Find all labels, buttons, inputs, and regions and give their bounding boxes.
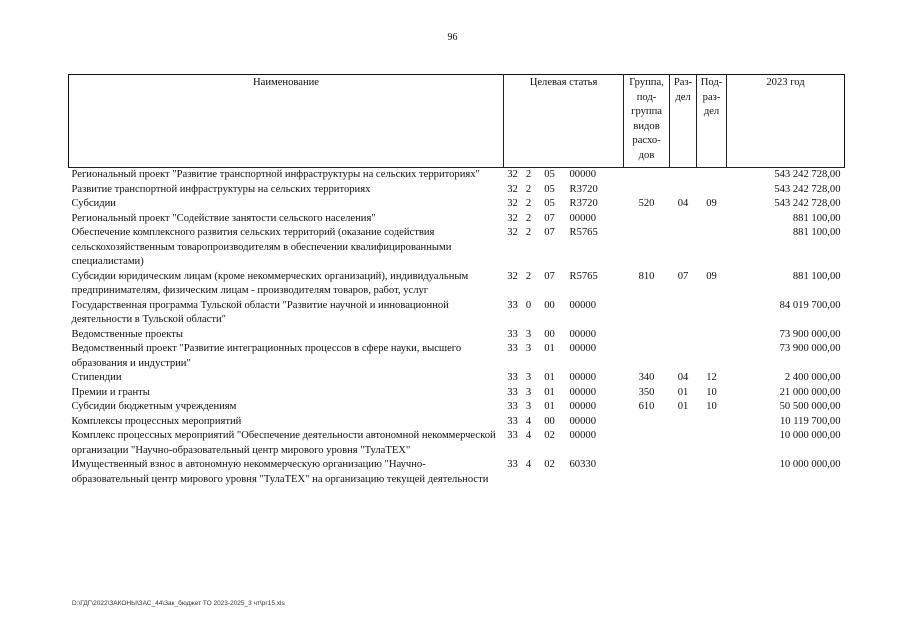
row-name: Региональный проект "Содействие занятости сельского населения" xyxy=(71,212,376,224)
target-program-code: 33 xyxy=(507,299,518,311)
header-name: Наименование xyxy=(69,75,504,168)
table-row xyxy=(69,458,845,487)
amount-2023: 881 100,00 xyxy=(792,270,841,282)
row-name: Имущественный взнос в автономную некоммерческую организацию "Научно-образовательный центр мирового уровня "ТулаТЕХ" на организацию текущей деятельности xyxy=(71,459,489,485)
amount-2023: 73 900 000,00 xyxy=(779,328,841,340)
target-direction-code: 00000 xyxy=(569,415,596,427)
amount-2023: 21 000 000,00 xyxy=(779,386,841,398)
section-code xyxy=(670,183,697,198)
table-row xyxy=(69,226,845,270)
expense-group-code xyxy=(624,328,670,343)
target-subprogram-code: 2 xyxy=(525,198,532,209)
expense-group-code: 610 xyxy=(638,401,655,412)
section-code xyxy=(670,212,697,227)
expense-group-code xyxy=(624,429,670,458)
table-row xyxy=(69,197,845,212)
amount-2023: 84 019 700,00 xyxy=(779,299,841,311)
row-name: Развитие транспортной инфраструктуры на сельских территориях xyxy=(71,183,371,195)
expense-group-code: 350 xyxy=(638,386,655,398)
table-row xyxy=(69,299,845,328)
subsection-code xyxy=(697,328,727,343)
target-subprogram-code: 2 xyxy=(525,270,532,282)
target-main-event-code: 02 xyxy=(544,430,555,441)
subsection-code: 09 xyxy=(706,198,717,209)
expense-group-code: 340 xyxy=(638,372,655,383)
expense-group-code xyxy=(624,299,670,328)
table-row xyxy=(69,386,845,401)
expense-group-code xyxy=(624,342,670,371)
subsection-code xyxy=(697,168,727,183)
header-target-article: Целевая статья xyxy=(504,75,624,168)
target-main-event-code: 01 xyxy=(544,386,555,398)
table-row xyxy=(69,270,845,299)
subsection-code xyxy=(697,342,727,371)
target-subprogram-code: 3 xyxy=(525,343,532,354)
amount-2023: 881 100,00 xyxy=(792,227,841,238)
budget-table xyxy=(68,74,845,487)
target-main-event-code: 01 xyxy=(544,372,555,383)
target-program-code: 32 xyxy=(507,270,518,282)
expense-group-code xyxy=(624,168,670,183)
header-expense-group-line: группа xyxy=(631,106,662,117)
section-code: 04 xyxy=(677,198,689,209)
header-subsection xyxy=(697,75,727,168)
expense-group-code: 810 xyxy=(638,270,655,282)
target-direction-code: 00000 xyxy=(569,212,596,224)
target-main-event-code: 00 xyxy=(544,328,555,340)
target-direction-code: 00000 xyxy=(569,372,596,383)
amount-2023: 543 242 728,00 xyxy=(774,183,841,195)
header-expense-group-line: расхо- xyxy=(632,135,661,146)
target-program-code: 32 xyxy=(507,198,518,209)
target-direction-code: 00000 xyxy=(569,343,596,354)
target-main-event-code: 00 xyxy=(544,299,555,311)
target-program-code: 33 xyxy=(507,401,518,412)
target-direction-code: R3720 xyxy=(569,198,598,209)
target-direction-code: 00000 xyxy=(569,401,596,412)
table-row xyxy=(69,328,845,343)
amount-2023: 73 900 000,00 xyxy=(779,343,841,354)
target-main-event-code: 07 xyxy=(544,212,555,224)
target-program-code: 33 xyxy=(507,372,518,383)
section-code: 04 xyxy=(677,372,689,383)
header-subsection-line: Под- xyxy=(700,77,723,88)
section-code: 07 xyxy=(677,270,689,282)
target-main-event-code: 05 xyxy=(544,198,555,209)
table-row xyxy=(69,429,845,458)
amount-2023: 2 400 000,00 xyxy=(784,372,841,383)
table-row xyxy=(69,342,845,371)
subsection-code: 12 xyxy=(706,372,717,383)
subsection-code: 10 xyxy=(706,401,717,412)
header-expense-group-line: под- xyxy=(636,91,657,103)
table-row xyxy=(69,371,845,386)
amount-2023: 543 242 728,00 xyxy=(774,198,841,209)
row-name: Субсидии xyxy=(71,198,116,209)
amount-2023: 10 000 000,00 xyxy=(779,430,841,441)
target-program-code: 33 xyxy=(507,430,518,441)
target-subprogram-code: 2 xyxy=(525,169,532,180)
header-section xyxy=(670,75,697,168)
row-name: Ведомственный проект "Развитие интеграционных процессов в сфере науки, высшего образования и индустрии" xyxy=(71,343,462,369)
subsection-code xyxy=(697,212,727,227)
section-code xyxy=(670,342,697,371)
target-subprogram-code: 4 xyxy=(525,415,532,427)
table-row xyxy=(69,400,845,415)
footer-file-path: D:\ГДГ\2022\ЗАКОНЫ\ЗАС_44\Зак_бюджет ТО 2023-2025_3 чт\рг15.xls xyxy=(72,600,285,607)
target-program-code: 32 xyxy=(507,227,518,238)
target-subprogram-code: 3 xyxy=(525,372,532,383)
target-direction-code: 00000 xyxy=(569,169,596,180)
header-subsection-line: дел xyxy=(703,106,720,117)
row-name: Комплекс процессных мероприятий "Обеспечение деятельности автономной некоммерческой организации "Научно-образовательный центр мирового уровня "ТулаТЕХ" xyxy=(71,430,496,456)
header-expense-group xyxy=(624,75,670,168)
target-direction-code: R5765 xyxy=(569,270,598,282)
subsection-code: 10 xyxy=(706,386,717,398)
target-main-event-code: 05 xyxy=(544,169,555,180)
target-direction-code: 00000 xyxy=(569,299,596,311)
table-row xyxy=(69,415,845,430)
target-program-code: 32 xyxy=(507,212,518,224)
section-code xyxy=(670,226,697,270)
row-name: Ведомственные проекты xyxy=(71,328,183,340)
target-program-code: 32 xyxy=(507,169,518,180)
expense-group-code xyxy=(624,226,670,270)
section-code: 01 xyxy=(677,401,689,412)
target-program-code: 33 xyxy=(507,343,518,354)
target-subprogram-code: 4 xyxy=(525,459,532,470)
target-direction-code: 00000 xyxy=(569,430,596,441)
target-direction-code: 60330 xyxy=(569,459,596,470)
header-year: 2023 год xyxy=(727,75,845,168)
target-subprogram-code: 2 xyxy=(525,227,532,238)
header-section-line: Раз- xyxy=(673,77,693,88)
target-subprogram-code: 3 xyxy=(525,401,532,412)
subsection-code xyxy=(697,429,727,458)
amount-2023: 10 119 700,00 xyxy=(780,415,841,427)
target-subprogram-code: 3 xyxy=(525,328,532,340)
table-row xyxy=(69,183,845,198)
row-name: Государственная программа Тульской области "Развитие научной и инновационной деятельности в Тульской области" xyxy=(71,299,449,325)
table-row xyxy=(69,168,845,183)
section-code xyxy=(670,168,697,183)
target-main-event-code: 05 xyxy=(544,183,555,195)
target-subprogram-code: 3 xyxy=(525,386,532,398)
subsection-code xyxy=(697,415,727,430)
row-name: Субсидии юридическим лицам (кроме некоммерческих организаций), индивидуальным предпринимателям, физическим лицам - производителям товаров, работ, услуг xyxy=(71,270,469,296)
target-main-event-code: 01 xyxy=(544,401,555,412)
row-name: Стипендии xyxy=(71,372,122,383)
expense-group-code xyxy=(624,183,670,198)
header-subsection-line: раз- xyxy=(702,91,721,103)
amount-2023: 50 500 000,00 xyxy=(779,401,841,412)
row-name: Комплексы процессных мероприятий xyxy=(71,415,242,427)
target-subprogram-code: 2 xyxy=(525,183,532,195)
expense-group-code: 520 xyxy=(638,198,655,209)
target-main-event-code: 07 xyxy=(544,270,555,282)
amount-2023: 881 100,00 xyxy=(792,212,841,224)
subsection-code xyxy=(697,226,727,270)
target-program-code: 33 xyxy=(507,386,518,398)
subsection-code xyxy=(697,458,727,487)
row-name: Субсидии бюджетным учреждениям xyxy=(71,401,237,412)
header-expense-group-line: Группа, xyxy=(629,77,664,88)
target-program-code: 33 xyxy=(507,328,518,340)
target-subprogram-code: 0 xyxy=(525,299,532,311)
target-direction-code: R3720 xyxy=(569,183,598,195)
target-main-event-code: 00 xyxy=(544,415,555,427)
expense-group-code xyxy=(624,415,670,430)
expense-group-code xyxy=(624,458,670,487)
section-code xyxy=(670,429,697,458)
table-row xyxy=(69,212,845,227)
header-expense-group-line: видов xyxy=(633,120,660,132)
target-main-event-code: 01 xyxy=(544,343,555,354)
page-number: 96 xyxy=(447,32,458,43)
amount-2023: 543 242 728,00 xyxy=(774,169,841,180)
header-row xyxy=(69,75,845,168)
target-direction-code: 00000 xyxy=(569,328,596,340)
header-expense-group-line: дов xyxy=(638,149,655,161)
target-direction-code: R5765 xyxy=(569,227,598,238)
section-code xyxy=(670,328,697,343)
amount-2023: 10 000 000,00 xyxy=(779,459,841,470)
target-main-event-code: 07 xyxy=(544,227,555,238)
target-subprogram-code: 2 xyxy=(525,212,532,224)
section-code xyxy=(670,299,697,328)
subsection-code: 09 xyxy=(706,270,717,282)
row-name: Премии и гранты xyxy=(71,386,150,398)
section-code xyxy=(670,458,697,487)
section-code xyxy=(670,415,697,430)
target-direction-code: 00000 xyxy=(569,386,596,398)
target-program-code: 33 xyxy=(507,459,518,470)
row-name: Обеспечение комплексного развития сельских территорий (оказание содействия сельскохозяйственным товаропроизводителям в обеспечении квалифицированными специалистами) xyxy=(71,227,452,267)
row-name: Региональный проект "Развитие транспортной инфраструктуры на сельских территориях" xyxy=(71,169,480,180)
target-program-code: 32 xyxy=(507,183,518,195)
section-code: 01 xyxy=(677,386,689,398)
target-program-code: 33 xyxy=(507,415,518,427)
header-section-line: дел xyxy=(675,91,691,103)
subsection-code xyxy=(697,299,727,328)
target-subprogram-code: 4 xyxy=(525,430,532,441)
expense-group-code xyxy=(624,212,670,227)
target-main-event-code: 02 xyxy=(544,459,555,470)
subsection-code xyxy=(697,183,727,198)
